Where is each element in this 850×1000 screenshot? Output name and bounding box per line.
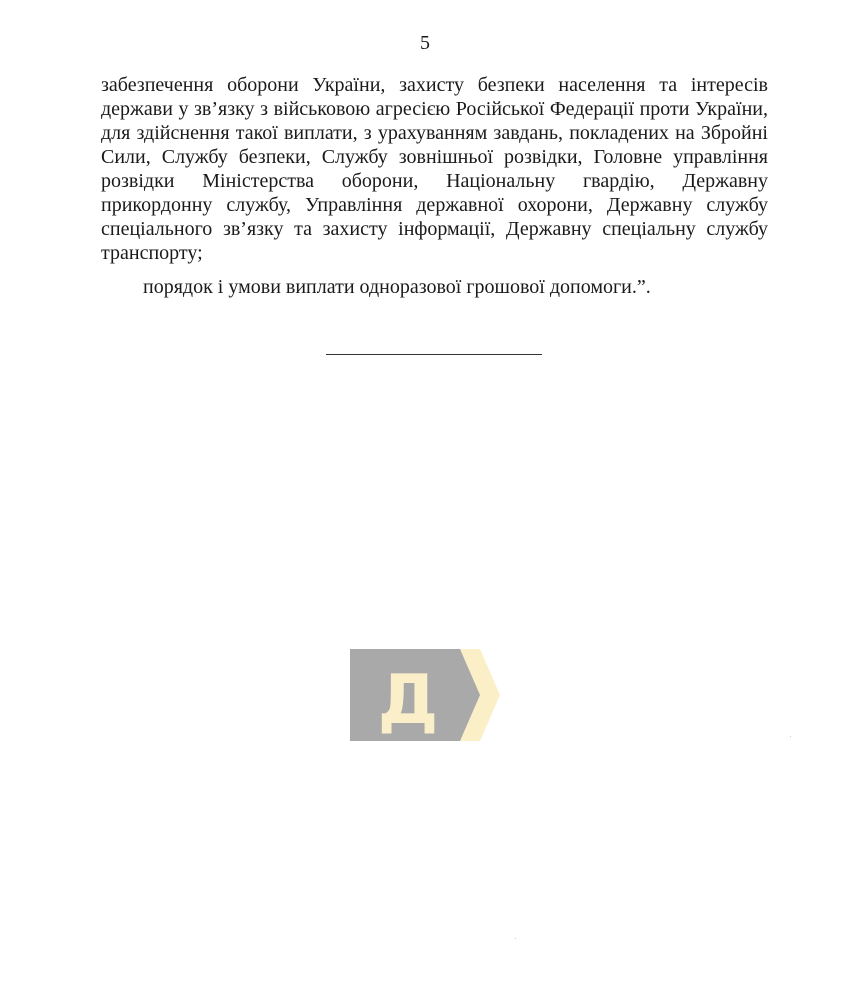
- scan-speck: [515, 938, 516, 939]
- paragraph-last: порядок і умови виплати одноразової грошової допомоги.”.: [143, 276, 651, 298]
- end-of-text-rule: [326, 354, 542, 355]
- page-number: 5: [420, 32, 430, 54]
- scan-speck: [790, 736, 791, 737]
- watermark-letter: Д: [377, 661, 439, 740]
- paragraph-main: забезпечення оборони України, захисту безпеки населення та інтересів держави у зв’язку з військовою агресією Російської Федерації проти України, для здійснення такої виплати, з урахуванням завдань, покладених на Збройні Сили, Службу безпеки, Службу зовнішньої розвідки, Головне управління розвідки Міністерства оборони, Національну гвардію, Державну прикордонну службу, Управління державної охорони, Державну службу спеціального зв’язку та захисту інформації, Державну спеціальну службу транспорту;: [101, 74, 768, 264]
- watermark-logo-graphic: [350, 649, 500, 741]
- watermark-logo: [350, 649, 500, 741]
- document-body: [101, 73, 768, 299]
